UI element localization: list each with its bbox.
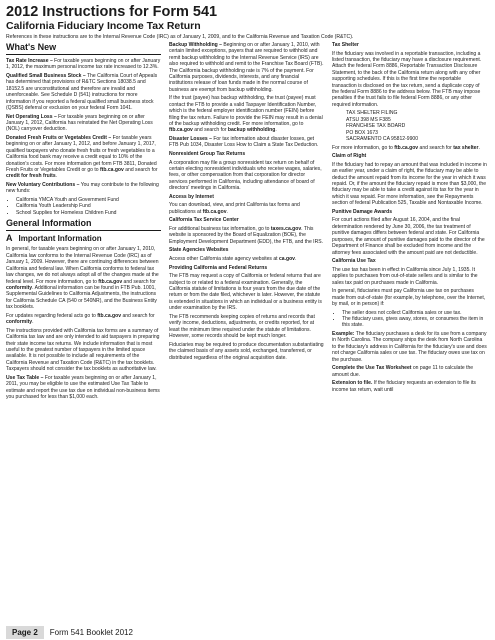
content-columns (6, 42, 488, 614)
list-item: • California Youth Leadership Fund (16, 203, 161, 209)
records-paragraph: The FTB recommends keeping copies of returns and records that verify income, deductions, adjustments, or credits reported, for at least the minimum time required under the statute of limitations. However, some records should be kept much longer. (169, 313, 315, 340)
shelter-paragraph: If the fiduciary was involved in a reportable transaction, including a listed transaction, the fiduciary may have a disclosure requirement. Attach the federal Form 8886, Reportable Transaction Disclosure Statement, to the back of the California return along with any other supporting schedules. If this is the first time the reportable transaction is disclosed on the tax return, send a duplicate copy of the federal Form 8886 to the address below. The FTB may impose penalties if the trust fails to file federal Form 8886, or any other required information. (332, 50, 482, 108)
contributions-list (6, 197, 161, 216)
page-subtitle: California Fiduciary Income Tax Return (6, 20, 201, 32)
page-title: 2012 Instructions for Form 541 (6, 4, 218, 20)
list-item: • California YMCA Youth and Government Fund (16, 197, 161, 203)
nonresident-heading: Nonresident Group Tax Returns (169, 151, 246, 158)
nol-paragraph: Net Operating Loss – For taxable years beginning on or after January 1, 2012, California has reinstated the Net Operating Loss (NOL) carryover deduction. (6, 113, 153, 133)
providing-heading: Providing California and Federal Returns (169, 264, 268, 271)
contributions-paragraph: New Voluntary Contributions – You may contribute to the following new funds: (6, 182, 159, 195)
backup-paragraph-2: If the trust (payee) has backup withholding, the trust (payee) must contact the FTB to provide a valid Taxpayer Identification Number, which is the federal employer identification number (FEIN) before filing the tax return. Failure to provide the FEIN may result in a denial of the backup withholding credit. For more information, go to ftb.ca.gov and search for backup withholding. (169, 95, 323, 134)
use-tax-paragraph-2: In general, fiduciaries must pay California use tax on purchases made from out-of-state (for example, by telephone, over the Internet, by mail, or in person) if: (332, 288, 486, 307)
ftb-link[interactable]: ftb.ca.gov (202, 208, 227, 215)
ftb-link[interactable]: ftb.ca.gov (394, 144, 419, 151)
ca-tax-heading: California Tax Service Center (169, 217, 239, 224)
list-item: • School Supplies for Homeless Children Fund (16, 210, 161, 216)
worksheet-paragraph: Complete the Use Tax Worksheet on page 11 to calculate the amount due. (332, 365, 474, 378)
general-information-heading: General Information (6, 218, 161, 231)
access-paragraph: You can download, view, and print California tax forms and publications at ftb.ca.gov. (169, 202, 300, 215)
backup-paragraph: Backup Withholding – Beginning on or after January 1, 2010, with certain limited exceptions, payers that are required to withhold and remit backup withholding to the Internal Revenue Service (IRS) are also required to withhold and remit to the Franchise Tax Board (FTB). The California backup withholding rate is 7% of the payment. For California purposes, dividends, interests, and any financial institutions release of loan funds made in the normal course of business are exempt from backup withholding. (169, 42, 324, 93)
ftb-link[interactable]: ftb.ca.gov (99, 167, 124, 174)
ftb-link[interactable]: ftb.ca.gov (98, 278, 123, 285)
use-tax-list (332, 310, 487, 329)
nonresident-paragraph: A corporation may file a group nonresident tax return on behalf of certain electing nonresident individuals who receive wages, salaries, fees, or other compensation from that corporation for director services performed in California, including attendance of board of directors' meetings in California. (169, 159, 322, 192)
page-number: Page 2 (6, 626, 44, 639)
references-note: References in these instructions are to the Internal Revenue Code (IRC) as of January 1, 2009, and to the California Revenue and Taxation Code (R&TC). (6, 34, 354, 40)
list-item: • The seller does not collect California sales or use tax. (342, 310, 487, 316)
donated-paragraph: Donated Fresh Fruits or Vegetables Credit – For taxable years beginning on or after January 1, 2012, and before January 1, 2017, qualified taxpayers who donate fresh fruits or fresh vegetables to a California food bank may receive a credit equal to 10% of the donation's costs. For more information get form FTB 3811, Donated Fresh Fruits or Vegetables Credit or go to ftb.ca.gov and search for credit for fresh fruits. (6, 135, 158, 180)
qsbs-paragraph: Qualified Small Business Stock – The California Court of Appeals has determined that provisions of R&TC Sections 18038.5 and 18152.5 are unconstitutional and therefore are invalid and unenforceable. See Schedule D (541) instructions for more information if you reported a federal qualified small business stock (QSBS) deferral or exclusion on your federal Form 1041. (6, 73, 158, 112)
extension-paragraph: Extension to file. If the fiduciary requests an extension to file its income tax return, wait until (332, 380, 476, 393)
ftb-link[interactable]: ftb.ca.gov (97, 312, 122, 319)
ca-tax-paragraph: For additional business tax information, go to taxes.ca.gov. This website is sponsored by the Board of Equalization (BOE), the Employment Development Department (EDD), the FTB, and the IRS. (169, 226, 323, 245)
whats-new-heading: What's New (6, 42, 161, 55)
example-paragraph: Example: The fiduciary purchases a desk for its use from a company in North Carolina. The company ships the desk from North Carolina to the fiduciary's address in California for the fiduciary's use and does not charge California sales or use tax. The fiduciary owes use tax on the purchase. (332, 330, 487, 363)
mailing-address: TAX SHELTER FILING ATSU 398 MS F385 FRANCHISE TAX BOARD PO BOX 1673 SACRAMENTO CA 95812-9900 (346, 110, 418, 143)
claim-heading: Claim of Right (332, 153, 367, 160)
column-2 (169, 42, 324, 614)
punitive-paragraph: For court actions filed after August 16, 2004, and the final determination rendered by June 30, 2006, the tax treatment of punitive damages differs between federal and state. For California purposes, the amount of punitive damages paid to the director of the Department of Finance shall be excluded from income and the attorney fees associated with the amount paid are not deductible. (332, 217, 485, 256)
fiduciaries-paragraph: Fiduciaries may be required to produce documentation substantiating the claimed basis of any assets sold, exchanged, transferred, or distributed regardless of the original acquisition date. (169, 341, 324, 361)
column-1 (6, 42, 161, 614)
booklet-label: Form 541 Booklet 2012 (49, 627, 133, 637)
use-tax-heading: California Use Tax (332, 258, 376, 265)
page-footer (0, 624, 495, 640)
instructions-paragraph: The instructions provided with California tax forms are a summary of California tax law and are only intended to aid taxpayers in preparing their state income tax returns. We include information that is most useful to the greatest number of taxpayers in the limited space available. It is not possible to include all requirements of the California Revenue and Taxation Code (R&TC) in the tax booklets. Taxpayers should not consider the tax booklets as authoritative law. (6, 327, 160, 373)
access-heading: Access by Internet (169, 193, 214, 200)
column-3 (332, 42, 487, 614)
tax-rate-paragraph: Tax Rate Increase – For taxable years beginning on or after January 1, 2012, the maximum personal income tax rate increased to 12.3%. (6, 58, 161, 71)
providing-paragraph: The FTB may request a copy of California or federal returns that are subject to or related to a federal examination. Generally, the California statute of limitations is four years from the due date of the return or from the date filed, whichever is later. However, the statute is extended in situations in which an individual or a business entity is under examination by the IRS. (169, 273, 322, 312)
list-item: • The fiduciary uses, gives away, stores, or consumes the item in this state. (342, 316, 487, 329)
use-tax-paragraph-1: The use tax has been in effect in California since July 1, 1935. It applies to purchases from out-of-state sellers and is similar to the sales tax paid on purchases made in California. (332, 266, 478, 286)
use-tax-table-paragraph: Use Tax Table – For taxable years beginning on or after January 1, 2011, you may be eligible to use the estimated Use Tax Table to estimate and report the use tax due on individual non-business items you purchased for less than $1,000 each. (6, 374, 160, 400)
punitive-heading: Punitive Damage Awards (332, 208, 393, 215)
ftb-link[interactable]: ftb.ca.gov (169, 127, 193, 134)
state-paragraph: Access other California state agency websites at ca.gov. (169, 256, 297, 263)
important-paragraph: In general, for taxable years beginning on or after January 1, 2010, California law conforms to the Internal Revenue Code (IRC) as of January 1, 2009. However, there are continuing differences between California and federal law. When California conforms to federal tax law changes, we do not always adopt all of the changes made at the federal level. For more information, go to ftb.ca.gov and search for conformity. Additional information can be found in FTB Pub. 1001, Supplemental Guidelines to California Adjustments, the instructions for California Schedule CA (540 or 540NR), and the Business Entity tax booklets. (6, 246, 159, 311)
state-heading: State Agencies Websites (169, 247, 229, 254)
shelter-heading: Tax Shelter (332, 42, 359, 48)
section-a-heading: A Important Information (6, 233, 102, 244)
ca-gov-link[interactable]: ca.gov (278, 256, 295, 263)
updates-paragraph: For updates regarding federal acts go to ftb.ca.gov and search for conformity. (6, 312, 155, 326)
shelter-more-paragraph: For more information, go to ftb.ca.gov and search for tax shelter. (332, 144, 480, 151)
taxes-link[interactable]: taxes.ca.gov (270, 226, 302, 233)
disaster-paragraph: Disaster Losses – For tax information about disaster losses, get FTB Pub 1034, Disaster Loss How to Claim a State Tax Deduction. (169, 136, 319, 149)
claim-paragraph: If the fiduciary had to repay an amount that was included in income in an earlier year, under a claim of right, the fiduciary may be able to deduct the amount repaid from its income for the year in which it was repaid. Or, if the amount the fiduciary repaid is more than $3,000, the fiduciary may be able to take a credit against its tax for the year in which it was repaid. For more information, see the Repayments section of federal Publication 525, Taxable and Nontaxable Income. (332, 161, 487, 207)
